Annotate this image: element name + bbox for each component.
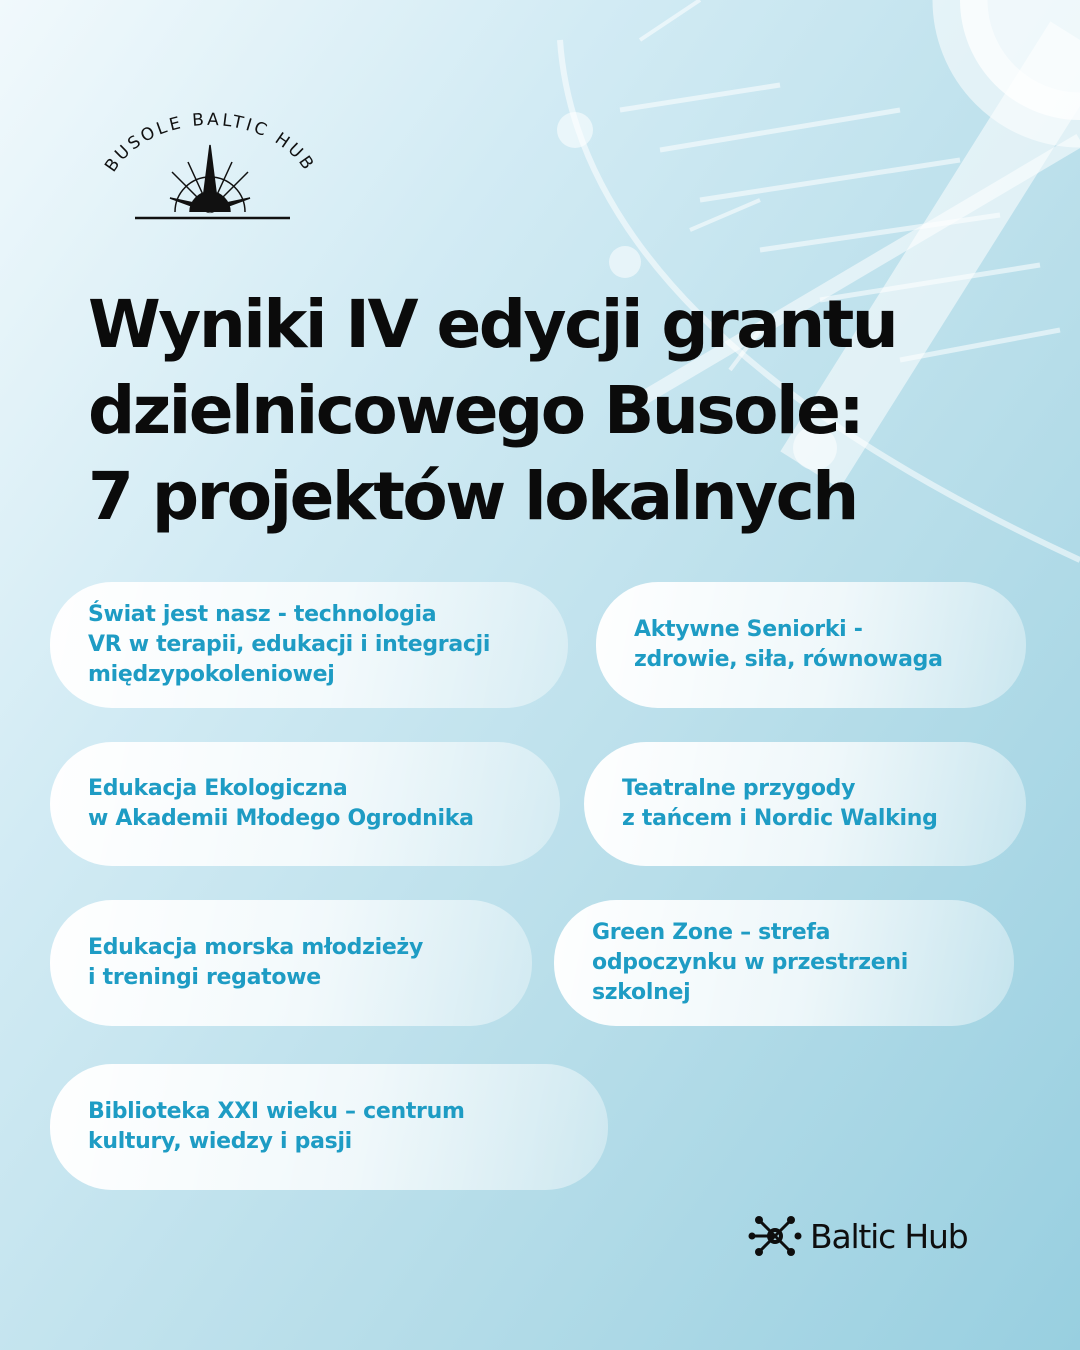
project-title: Teatralne przygody z tańcem i Nordic Walking <box>622 776 938 831</box>
project-title: Świat jest nasz - technologia VR w terapii, edukacji i integracji międzypokoleniowej <box>88 602 491 687</box>
project-card <box>584 742 1026 866</box>
project-title: Green Zone – strefa odpoczynku w przestrzeni szkolnej <box>592 920 909 1005</box>
compass-rose-icon <box>135 145 290 218</box>
page-title <box>88 282 1048 540</box>
title-line: Wyniki IV edycji grantu <box>88 286 897 363</box>
project-card <box>50 582 568 708</box>
project-title: Edukacja morska młodzieży i treningi regatowe <box>88 935 423 990</box>
brand-name: Baltic Hub <box>810 1216 968 1256</box>
project-title: Biblioteka XXI wieku – centrum kultury, wiedzy i pasji <box>88 1099 465 1154</box>
project-title: Aktywne Seniorki - zdrowie, siła, równowaga <box>634 617 943 672</box>
baltic-hub-logo <box>746 1206 967 1266</box>
project-card <box>554 900 1014 1026</box>
molecule-network-icon <box>746 1207 804 1265</box>
busole-logo <box>80 100 340 230</box>
title-line: dzielnicowego Busole: <box>88 372 863 449</box>
logo-arc-text: BUSOLE BALTIC HUB <box>101 109 319 176</box>
project-card <box>50 900 532 1026</box>
project-card <box>50 742 560 866</box>
project-title: Edukacja Ekologiczna w Akademii Młodego Ogrodnika <box>88 776 474 831</box>
title-line: 7 projektów lokalnych <box>88 458 857 535</box>
project-card <box>50 1064 608 1190</box>
project-card <box>596 582 1026 708</box>
